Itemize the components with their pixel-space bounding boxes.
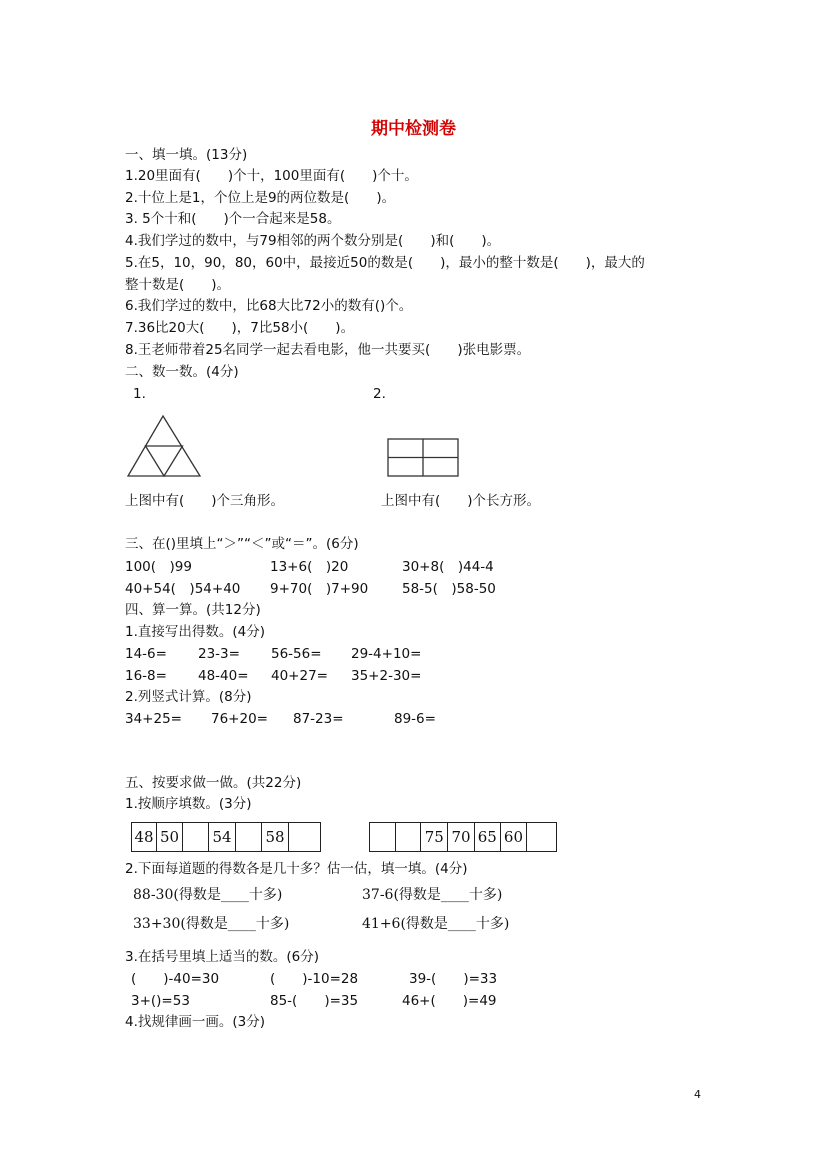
section-4-heading: 四、算一算。(共12分) [125,602,261,618]
question-1-5a: 5.在5，10，90，80，60中，最接近50的数是( )，最小的整十数是( )，最大的 [125,255,645,271]
sequence-box-1 [131,822,321,852]
compare-item: 13+6( )20 [270,559,349,575]
question-1-4: 4.我们学过的数中，与79相邻的两个数分别是( )和( )。 [125,233,501,249]
section-5-sub3: 3.在括号里填上适当的数。(6分) [125,949,320,965]
sequence-cell: 75 [421,823,448,851]
sequence-cell: 48 [132,823,157,851]
section-5-heading: 五、按要求做一做。(共22分) [125,775,302,791]
sequence-cell: 58 [262,823,289,851]
section-4-sub2: 2.列竖式计算。(8分) [125,689,252,705]
sequence-cell [396,823,422,851]
rectangle-figure [386,437,460,478]
sequence-cell: 54 [209,823,236,851]
vertical-calc-item: 76+20= [211,711,268,727]
question-1-7: 7.36比20大( )，7比58小( )。 [125,320,355,336]
section-2-heading: 二、数一数。(4分) [125,364,239,380]
sequence-cell: 70 [448,823,475,851]
fill-item: ( )-40=30 [131,971,220,987]
compare-item: 40+54( )54+40 [125,581,241,597]
fill-item: 3+()=53 [131,993,190,1009]
sequence-box-2 [369,822,557,852]
compare-item: 9+70( )7+90 [270,581,369,597]
estimate-item: 33+30(得数是____十多) [133,916,290,932]
compare-item: 58-5( )58-50 [402,581,496,597]
sequence-cell [183,823,209,851]
figure-2-caption: 上图中有( )个长方形。 [381,493,541,509]
question-1-2: 2.十位上是1，个位上是9的两位数是( )。 [125,190,396,206]
estimate-item: 37-6(得数是____十多) [362,887,503,903]
question-1-3: 3. 5个十和( )个一合起来是58。 [125,211,341,227]
figure-2-number: 2. [373,386,386,402]
fill-item: 39-( )=33 [409,971,498,987]
sequence-cell [289,823,320,851]
figure-1-number: 1. [133,386,146,402]
calc-item: 16-8= [125,668,167,684]
calc-item: 40+27= [271,668,328,684]
sequence-cell [370,823,396,851]
compare-item: 100( )99 [125,559,192,575]
calc-item: 56-56= [271,646,322,662]
section-5-sub4: 4.找规律画一画。(3分) [125,1014,266,1030]
calc-item: 48-40= [198,668,249,684]
section-5-sub1: 1.按顺序填数。(3分) [125,796,252,812]
estimate-item: 88-30(得数是____十多) [133,887,283,903]
vertical-calc-item: 89-6= [394,711,436,727]
vertical-calc-item: 34+25= [125,711,182,727]
calc-item: 35+2-30= [351,668,422,684]
figure-1-caption: 上图中有( )个三角形。 [125,493,285,509]
question-1-6: 6.我们学过的数中，比68大比72小的数有()个。 [125,298,413,314]
section-1-heading: 一、填一填。(13分) [125,147,248,163]
sequence-cell: 65 [475,823,501,851]
question-1-5b: 整十数是( )。 [125,277,231,293]
section-5-sub2: 2.下面每道题的得数各是几十多？估一估，填一填。(4分) [125,861,468,877]
page-number: 4 [694,1088,701,1101]
sequence-cell [527,823,556,851]
sequence-cell: 60 [501,823,528,851]
section-4-sub1: 1.直接写出得数。(4分) [125,624,266,640]
calc-item: 23-3= [198,646,240,662]
fill-item: 85-( )=35 [270,993,359,1009]
vertical-calc-item: 87-23= [293,711,344,727]
sequence-cell: 50 [157,823,183,851]
sequence-cell [236,823,262,851]
question-1-1: 1.20里面有( )个十，100里面有( )个十。 [125,168,418,184]
question-1-8: 8.王老师带着25名同学一起去看电影，他一共要买( )张电影票。 [125,342,531,358]
calc-item: 29-4+10= [351,646,422,662]
estimate-item: 41+6(得数是____十多) [362,916,510,932]
calc-item: 14-6= [125,646,167,662]
triangle-figure [126,414,202,478]
fill-item: 46+( )=49 [402,993,497,1009]
page-title: 期中检测卷 [371,119,456,139]
fill-item: ( )-10=28 [270,971,359,987]
compare-item: 30+8( )44-4 [402,559,494,575]
section-3-heading: 三、在()里填上“＞”“＜”或“＝”。(6分) [125,536,359,552]
